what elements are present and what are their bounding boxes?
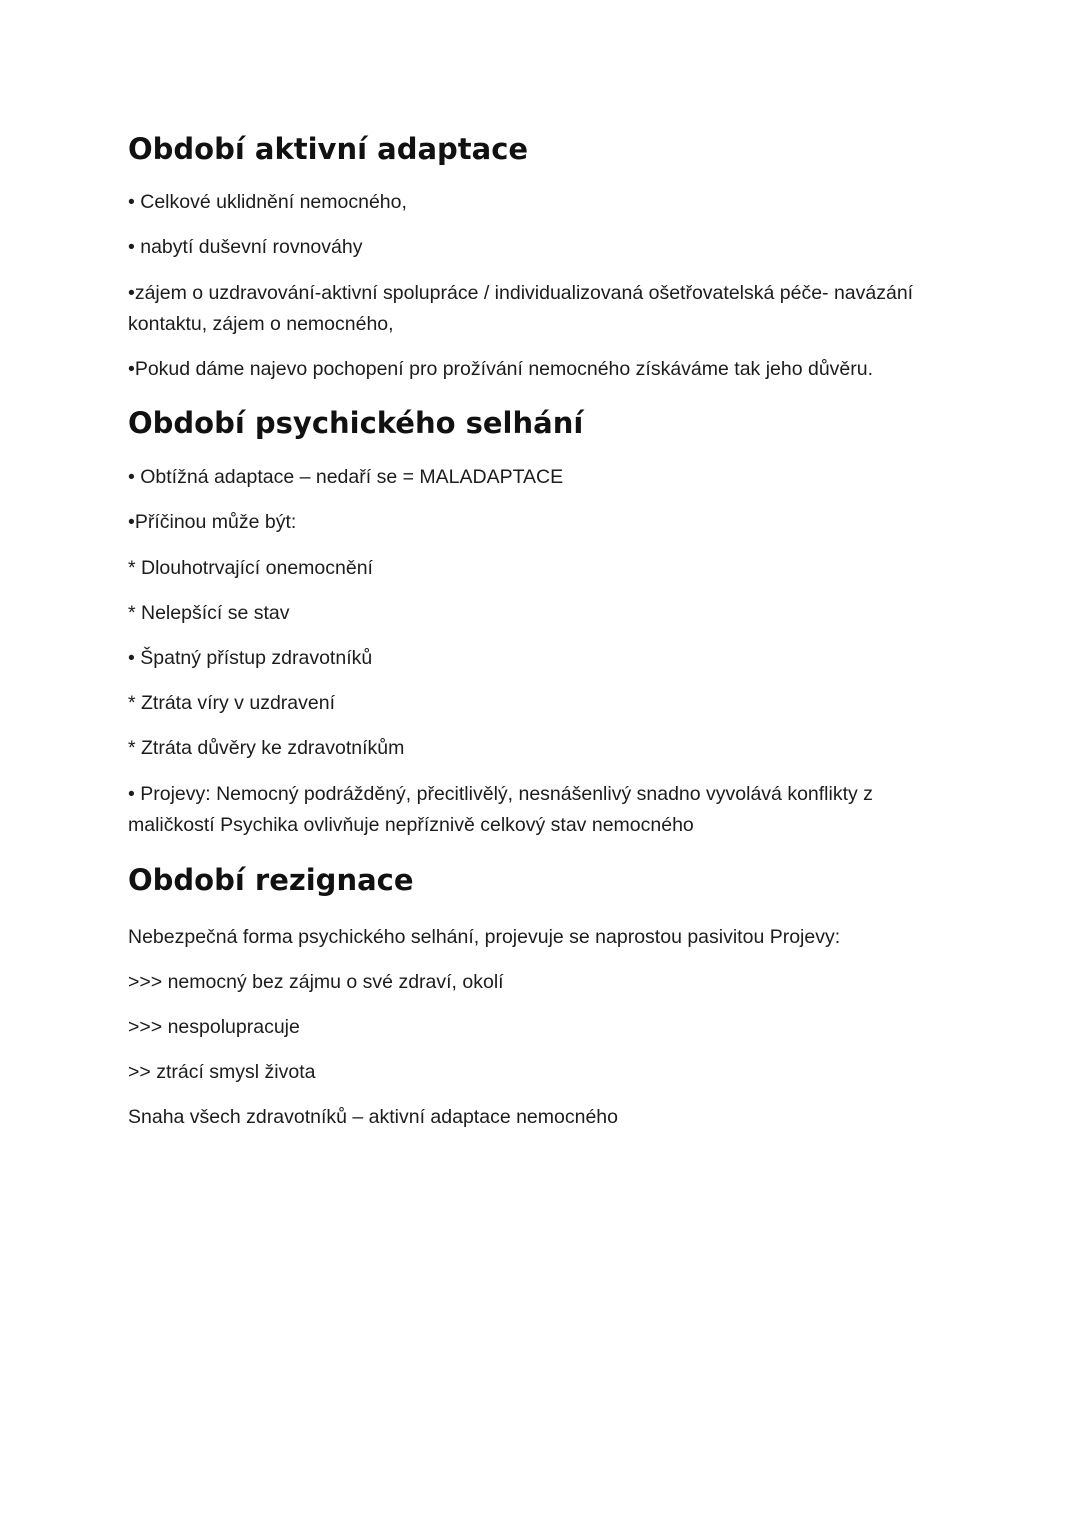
list-item: • Celkové uklidnění nemocného, [128, 191, 407, 213]
list-item: • Špatný přístup zdravotníků [128, 647, 373, 669]
list-item: * Dlouhotrvající onemocnění [128, 557, 373, 579]
list-item: >>> nemocný bez zájmu o své zdraví, okolí [128, 971, 504, 993]
list-item: •zájem o uzdravování-aktivní spolupráce / individualizovaná ošetřovatelská péče- navázání kontaktu, zájem o nemocného, [128, 282, 914, 335]
list-item: •Pokud dáme najevo pochopení pro prožívání nemocného získáváme tak jeho důvěru. [128, 358, 874, 380]
list-item: >> ztrácí smysl života [128, 1061, 316, 1083]
paragraph: Snaha všech zdravotníků – aktivní adaptace nemocného [128, 1106, 618, 1128]
list-item: • Obtížná adaptace – nedaří se = MALADAPTACE [128, 466, 564, 488]
list-item: * Nelepšící se stav [128, 602, 290, 624]
list-item: • Projevy: Nemocný podrážděný, přecitlivělý, nesnášenlivý snadno vyvolává konflikty z maličkostí Psychika ovlivňuje nepříznivě celkový stav nemocného [128, 783, 873, 836]
section-heading-resignation: Období rezignace [128, 863, 414, 897]
list-item: • nabytí duševní rovnováhy [128, 236, 363, 258]
list-item: * Ztráta víry v uzdravení [128, 692, 335, 714]
list-item: * Ztráta důvěry ke zdravotníkům [128, 737, 405, 759]
paragraph: Nebezpečná forma psychického selhání, projevuje se naprostou pasivitou Projevy: [128, 926, 841, 948]
list-item: •Příčinou může být: [128, 511, 297, 533]
section-heading-psychic-failure: Období psychického selhání [128, 406, 584, 440]
list-item: >>> nespolupracuje [128, 1016, 300, 1038]
section-heading-active-adaptation: Období aktivní adaptace [128, 132, 529, 166]
